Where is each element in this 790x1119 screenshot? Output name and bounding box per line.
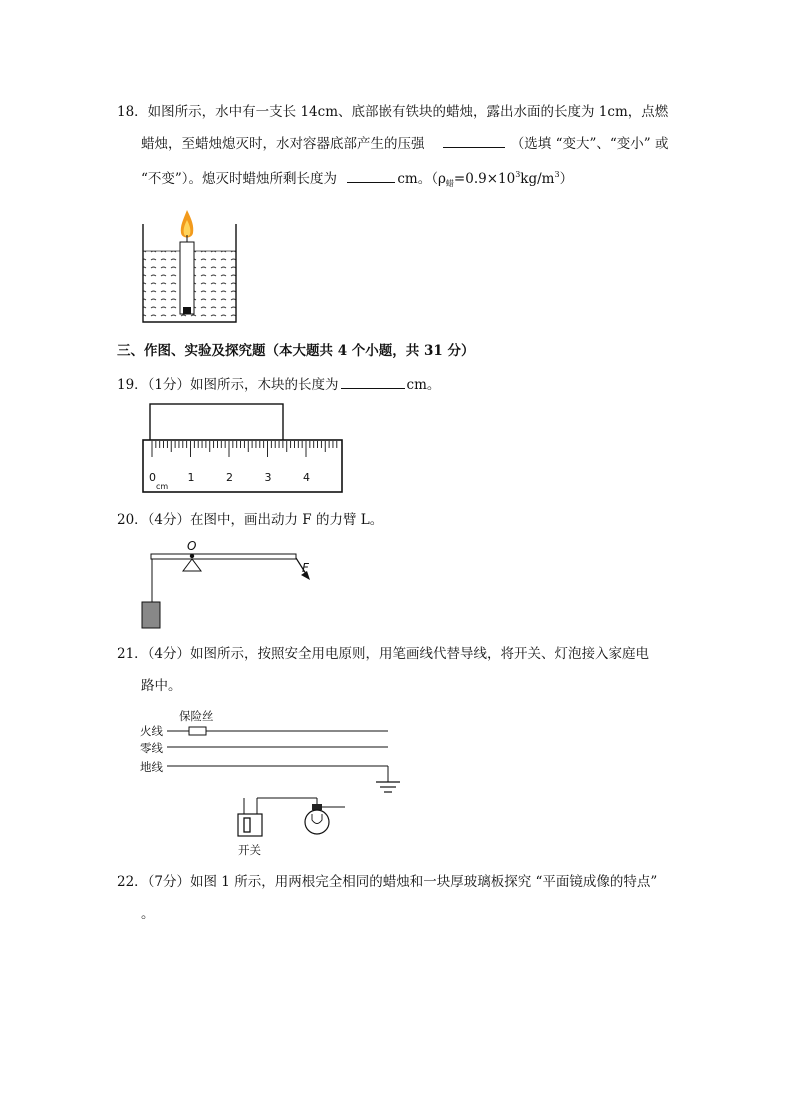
q21-line2: 路中。 — [141, 678, 182, 694]
neutral-wire-label: 零线 — [140, 741, 163, 755]
ground-wire-label: 地线 — [140, 760, 163, 774]
live-wire-label: 火线 — [140, 724, 163, 738]
q19-blank[interactable] — [341, 374, 405, 389]
ruler-tick-label: 3 — [264, 471, 272, 484]
pivot-point — [190, 554, 194, 558]
q22-line2: 。 — [141, 906, 155, 922]
q20-text: 20．（4分）在图中，画出动力 F 的力臂 L。 — [117, 512, 384, 528]
hanging-weight — [142, 602, 160, 628]
ruler — [143, 440, 342, 492]
lever-figure — [140, 540, 320, 630]
fuse-label: 保险丝 — [179, 709, 214, 723]
lever-bar — [151, 554, 296, 559]
bulb-icon — [305, 810, 329, 834]
switch-lever — [244, 818, 250, 832]
ruler-figure — [142, 403, 347, 493]
fuse — [189, 727, 206, 735]
wood-block — [150, 404, 283, 441]
candle — [180, 242, 194, 314]
q22-line1: 22．（7分）如图 1 所示，用两根完全相同的蜡烛和一块厚玻璃板探究 “平面镜成像的特点” — [117, 874, 658, 890]
bulb-base — [312, 804, 322, 810]
switch-label: 开关 — [238, 843, 261, 857]
ruler-unit: cm — [156, 482, 169, 491]
force-label: F — [302, 561, 309, 575]
circuit-figure — [140, 708, 430, 858]
fulcrum — [183, 559, 201, 571]
section-heading: 三、作图、实验及探究题（本大题共 4 个小题，共 31 分） — [117, 343, 475, 359]
iron-block — [183, 307, 191, 314]
ruler-tick-label: 4 — [303, 471, 310, 484]
q18-blank-pressure[interactable] — [443, 133, 505, 148]
q18-line1: 18．如图所示，水中有一支长 14cm、底部嵌有铁块的蜡烛，露出水面的长度为 1cm，点燃 — [117, 104, 669, 120]
q18-blank-length[interactable] — [347, 168, 395, 183]
ruler-tick-label: 2 — [226, 471, 233, 484]
q18-line3: “不变”）。熄灭时蜡烛所剩长度为 cm。$(\rho_蜡=0.9\times 10^3kg/m^3)$ — [141, 170, 574, 188]
q21-line1: 21．（4分）如图所示，按照安全用电原则，用笔画线代替导线，将开关、灯泡接入家庭电 — [117, 646, 650, 662]
q18-line2: 蜡烛，至蜡烛熄灭时，水对容器底部产生的压强 （选填 “变大”、“变小” 或 — [141, 133, 669, 154]
candle-in-water-figure — [140, 208, 240, 328]
ruler-tick-label: 1 — [187, 471, 195, 484]
pivot-label: O — [187, 539, 197, 553]
ruler-tick-label: 0 — [149, 471, 156, 484]
q19-text: 19．（1分）如图所示，木块的长度为 cm。 — [117, 374, 440, 395]
